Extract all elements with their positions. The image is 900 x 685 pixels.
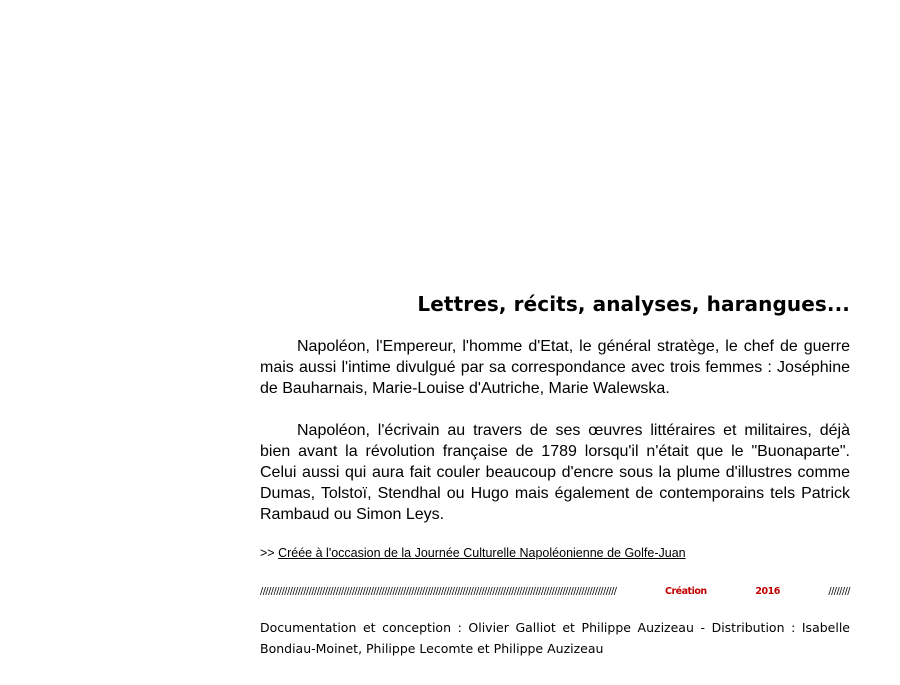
separator-slashes-left: //////////////////////////////////////////////////////////////////////////////////////////////////////////////////////////////////// <box>260 586 617 597</box>
link-prefix: >> <box>260 546 275 560</box>
separator-slashes-right: //////// <box>828 586 850 597</box>
page-title: Lettres, récits, analyses, harangues... <box>417 292 850 316</box>
event-link-line <box>260 546 850 560</box>
paragraph-napoleon-empereur: Napoléon, l'Empereur, l'homme d'Etat, le général stratège, le chef de guerre mais aussi l'intime divulgué par sa correspondance avec trois femmes : Joséphine de Bauharnais, Marie-Louise d'Autriche, Marie Walewska. <box>260 338 850 397</box>
separator-line <box>260 586 850 597</box>
main-content <box>260 292 850 659</box>
journee-culturelle-link[interactable]: Créée à l'occasion de la Journée Culturelle Napoléonienne de Golfe-Juan <box>278 546 686 560</box>
creation-label: Création 2016 <box>665 586 780 597</box>
paragraph-napoleon-ecrivain: Napoléon, l'écrivain au travers de ses œuvres littéraires et militaires, déjà bien avant la révolution française de 1789 lorsqu'il n'était que le "Buonaparte". Celui aussi qui aura fait couler beaucoup d'encre sous la plume d'illustres comme Dumas, Tolstoï, Stendhal ou Hugo mais également de contemporains tels Patrick Rambaud ou Simon Leys. <box>260 422 850 523</box>
credits-text: Documentation et conception : Olivier Galliot et Philippe Auzizeau - Distribution : Isabelle Bondiau-Moinet, Philippe Lecomte et Philippe Auzizeau <box>260 620 850 656</box>
